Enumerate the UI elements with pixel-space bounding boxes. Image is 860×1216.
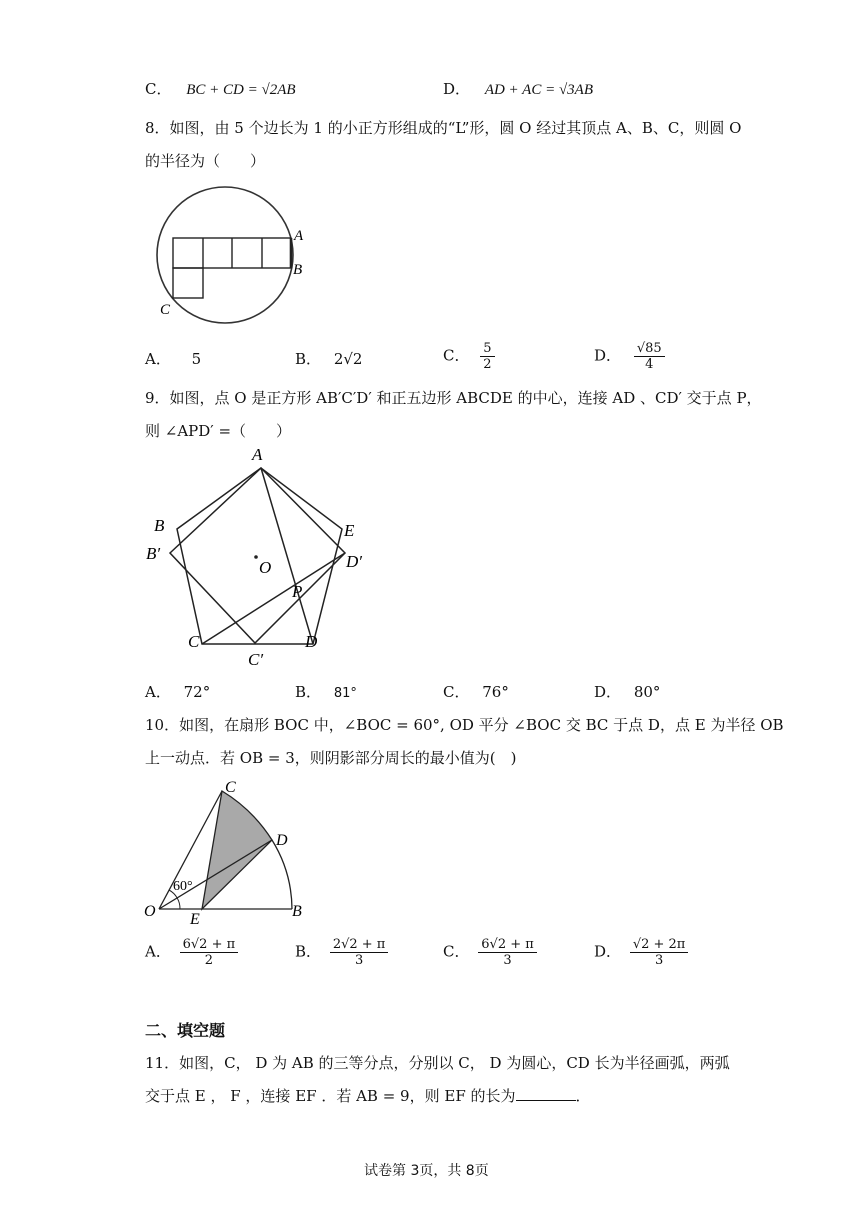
option-label: A．: [145, 942, 171, 961]
q10-text-line1: 10．如图，在扇形 BOC 中，∠BOC = 60°, OD 平分 ∠BOC 交 BC 于点 D，点 E 为半径 OB: [145, 716, 784, 734]
label-e: E: [344, 521, 355, 540]
label-b: B: [292, 903, 302, 920]
q10-option-c: [443, 937, 537, 968]
option-text: BC + CD = √2AB: [186, 82, 296, 98]
q11-text-line1: 11．如图，C， D 为 AB 的三等分点，分别以 C， D 为圆心，CD 长为半径画弧，两弧: [145, 1054, 730, 1072]
q10-option-d: [594, 937, 688, 968]
page-footer: 试卷第 3页，共 8页: [364, 1163, 489, 1179]
option-label: C．: [443, 346, 470, 365]
q8-figure: [150, 183, 320, 333]
q9-text-line1: 9．如图，点 O 是正方形 AB′C′D′ 和正五边形 ABCDE 的中心，连接 AD 、CD′ 交于点 P，: [145, 389, 762, 407]
option-fraction: [630, 937, 689, 968]
label-d: D: [276, 832, 288, 849]
fraction-denominator: 3: [654, 953, 664, 968]
option-label: C．: [443, 942, 470, 961]
q11-text-line2: [145, 1086, 591, 1106]
option-label: B．: [295, 683, 322, 701]
q8-option-b: [295, 349, 362, 369]
q9-option-a: [145, 682, 210, 702]
q9-option-c: [443, 682, 509, 702]
option-fraction: [634, 341, 665, 372]
q9-option-d: [594, 682, 660, 702]
q11-text: 交于点 E ， F ，连接 EF ．若 AB = 9，则 EF 的长为: [145, 1087, 516, 1105]
label-c: C: [188, 632, 200, 651]
fraction-denominator: 2: [204, 953, 214, 968]
fraction-denominator: 3: [503, 953, 512, 968]
label-d: D: [305, 632, 318, 651]
option-text: 80°: [633, 683, 661, 701]
label-c-prime: C′: [248, 650, 264, 669]
option-text: 5: [191, 350, 202, 368]
option-label: D．: [594, 942, 622, 961]
option-label: D．: [594, 683, 622, 701]
option-label: D．: [443, 80, 471, 98]
fraction-numerator: √2 + 2π: [630, 937, 689, 953]
fraction-denominator: 2: [483, 357, 492, 372]
q8-text-line1: 8．如图，由 5 个边长为 1 的小正方形组成的“L”形，圆 O 经过其顶点 A、B、C，则圆 O: [145, 119, 742, 137]
label-a: A: [252, 445, 263, 464]
option-label: B．: [295, 942, 322, 961]
label-b: B: [154, 516, 165, 535]
option-label: A．: [145, 350, 171, 368]
label-c: C: [160, 302, 171, 318]
q10-option-b: [295, 937, 388, 968]
fraction-denominator: 3: [354, 953, 364, 968]
label-p: P: [292, 582, 303, 601]
fraction-denominator: 4: [645, 357, 654, 372]
fraction-numerator: 5: [480, 341, 494, 357]
option-text: 2√2: [333, 350, 363, 368]
option-text: 72°: [183, 683, 211, 701]
fraction-numerator: √85: [634, 341, 665, 357]
option-fraction: [330, 937, 389, 968]
option-label: B．: [295, 350, 322, 368]
q10-option-a: [145, 937, 238, 968]
label-o: O: [144, 903, 156, 920]
label-d-prime: D′: [346, 552, 362, 571]
option-label: C．: [145, 80, 172, 98]
q9-text-line2: 则 ∠APD′ =（ ）: [145, 422, 292, 440]
q8-option-c: [443, 341, 495, 372]
q8-text-line2: 的半径为（ ）: [145, 152, 266, 170]
label-e: E: [190, 911, 200, 926]
label-b: B: [293, 262, 303, 278]
q8-option-a: [145, 349, 201, 369]
option-text: AD + AC = √3AB: [484, 82, 594, 98]
fraction-numerator: 6√2 + π: [478, 937, 537, 953]
q9-option-b: [295, 682, 357, 704]
option-fraction: [180, 937, 239, 968]
fraction-numerator: 2√2 + π: [330, 937, 389, 953]
label-b-prime: B′: [146, 544, 161, 563]
angle-label: 60°: [173, 879, 193, 894]
option-text: 81°: [333, 686, 357, 701]
q10-figure: [140, 776, 320, 926]
label-o: O: [259, 558, 272, 577]
option-fraction: [478, 937, 537, 968]
q9-figure: [140, 443, 380, 675]
option-fraction: [480, 341, 494, 372]
answer-blank[interactable]: [516, 1086, 576, 1101]
label-a: A: [294, 228, 304, 244]
option-label: C．: [443, 683, 470, 701]
q11-period: ．: [575, 1087, 591, 1105]
q7-option-c: [145, 79, 296, 100]
option-label: D．: [594, 346, 622, 365]
q10-text-line2: 上一动点．若 OB = 3，则阴影部分周长的最小值为( ): [145, 749, 517, 767]
q8-option-d: [594, 341, 665, 372]
option-text: 76°: [482, 683, 509, 701]
section-title: 二、填空题: [145, 1021, 226, 1040]
fraction-numerator: 6√2 + π: [180, 937, 239, 953]
q7-option-d: [443, 79, 593, 100]
option-label: A．: [145, 683, 171, 701]
label-c: C: [225, 779, 236, 796]
